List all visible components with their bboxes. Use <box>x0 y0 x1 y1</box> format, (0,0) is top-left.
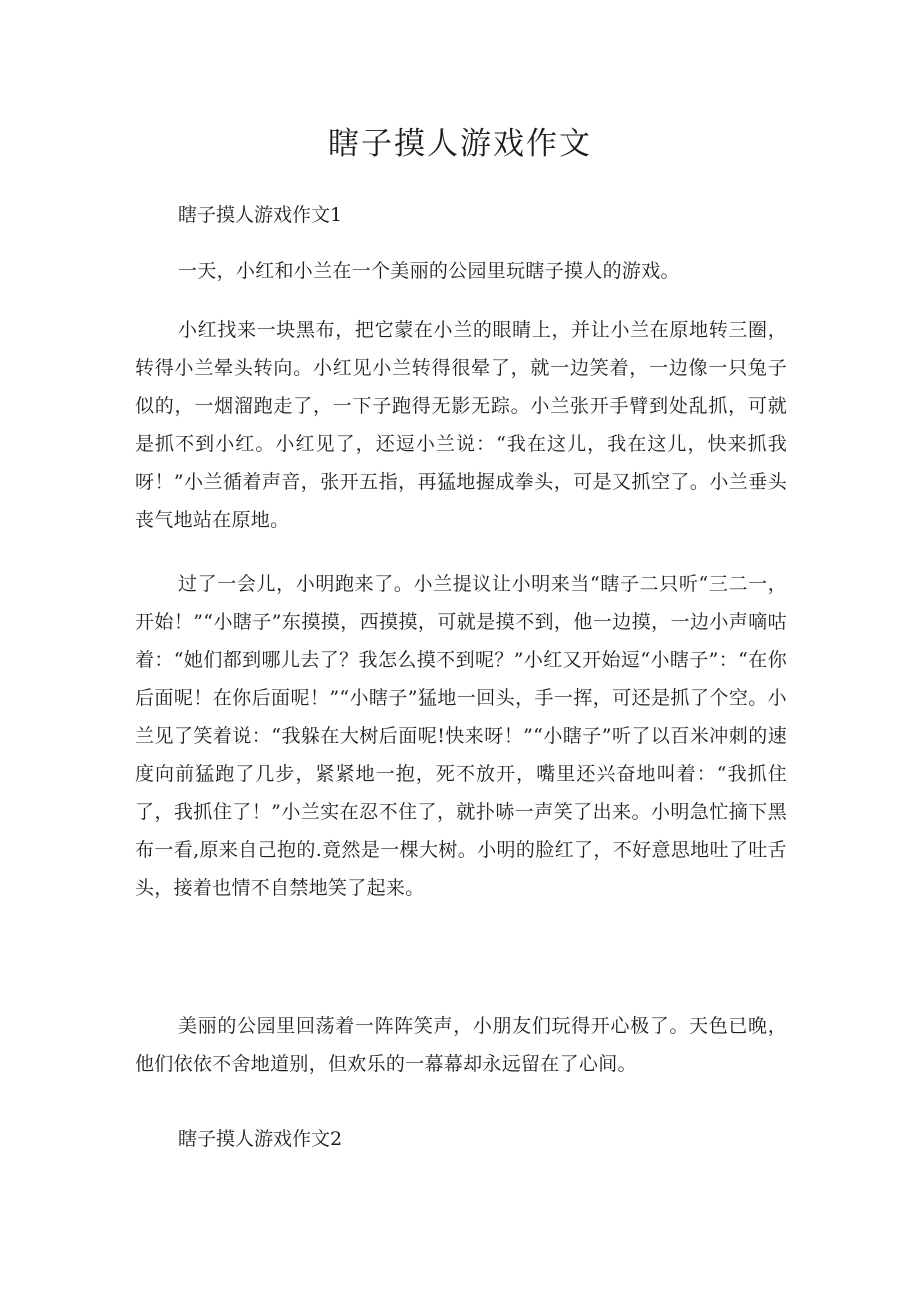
paragraph-3: 过了一会儿，小明跑来了。小兰提议让小明来当“瞎子二只听“三二一，开始！”“小瞎子”东摸摸，西摸摸，可就是摸不到，他一边摸，一边小声嘀咕着：“她们都到哪儿去了？我怎么摸不到呢？”小红又开始逗“小瞎子”：“在你后面呢！在你后面呢！”“小瞎子”猛地一回头，手一挥，可还是抓了个空。小兰见了笑着说：“我躲在大树后面呢!快来呀！”“小瞎子”听了以百米冲刺的速度向前猛跑了几步，紧紧地一抱，死不放开，嘴里还兴奋地叫着：“我抓住了，我抓住了！”小兰实在忍不住了，就扑哧一声笑了出来。小明急忙摘下黑布一看,原来自己抱的.竟然是一棵大树。小明的脸红了，不好意思地吐了吐舌头，接着也情不自禁地笑了起来。 <box>135 573 787 899</box>
section-heading-2: 瞎子摸人游戏作文2 <box>178 1128 343 1150</box>
document-title: 瞎子摸人游戏作文 <box>328 126 592 162</box>
paragraph-2: 小红找来一块黑布，把它蒙在小兰的眼睛上，并让小兰在原地转三圈，转得小兰晕头转向。小红见小兰转得很晕了，就一边笑着，一边像一只兔子似的，一烟溜跑走了，一下子跑得无影无踪。小兰张开手臂到处乱抓，可就是抓不到小红。小红见了，还逗小兰说：“我在这儿，我在这儿，快来抓我呀！”小兰循着声音，张开五指，再猛地握成拳头，可是又抓空了。小兰垂头丧气地站在原地。 <box>135 319 787 531</box>
section-heading-1: 瞎子摸人游戏作文1 <box>178 204 343 226</box>
paragraph-4: 美丽的公园里回荡着一阵阵笑声，小朋友们玩得开心极了。天色已晚，他们依依不舍地道别，但欢乐的一幕幕却永远留在了心间。 <box>135 1015 787 1075</box>
paragraph-1: 一天，小红和小兰在一个美丽的公园里玩瞎子摸人的游戏。 <box>178 260 680 282</box>
